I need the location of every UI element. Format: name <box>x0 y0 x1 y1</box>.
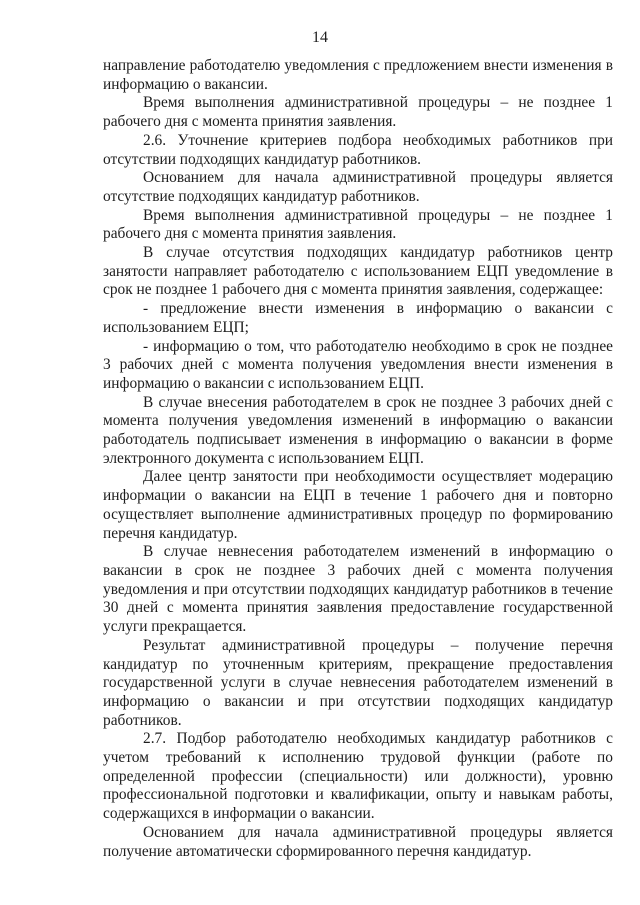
paragraph: - информацию о том, что работодателю необходимо в срок не позднее 3 рабочих дней с момента получения уведомления внести изменения в информацию о вакансии с использованием ЕЦП. <box>103 337 613 392</box>
paragraph: 2.6. Уточнение критериев подбора необходимых работников при отсутствии подходящих кандидатур работников. <box>103 131 613 168</box>
paragraph: 2.7. Подбор работодателю необходимых кандидатур работников с учетом требований к исполнению трудовой функции (работе по определенной профессии (специальности) или должности), уровню профессиональной подготовки и квалификации, опыту и навыкам работы, содержащихся в информации о вакансии. <box>103 730 613 823</box>
paragraph: Основанием для начала административной процедуры является получение автоматически сформированного перечня кандидатур. <box>103 823 613 860</box>
paragraph: В случае отсутствия подходящих кандидатур работников центр занятости направляет работодателю с использованием ЕЦП уведомление в срок не позднее 1 рабочего дня с момента принятия заявления, содержащее: <box>103 244 613 299</box>
paragraph: направление работодателю уведомления с предложением внести изменения в информацию о вакансии. <box>103 57 613 93</box>
page-number: 14 <box>312 29 328 46</box>
document-body <box>103 57 613 861</box>
paragraph: В случае внесения работодателем в срок не позднее 3 рабочих дней с момента получения уведомления изменений в информацию о вакансии работодатель подписывает изменения в информацию о вакансии в форме электронного документа с использованием ЕЦП. <box>103 393 613 467</box>
paragraph: Далее центр занятости при необходимости осуществляет модерацию информации о вакансии на ЕЦП в течение 1 рабочего дня и повторно осуществляет выполнение административных процедур по формированию перечня кандидатур. <box>103 468 613 542</box>
paragraph: - предложение внести изменения в информацию о вакансии с использованием ЕЦП; <box>103 300 613 336</box>
paragraph: Время выполнения административной процедуры – не позднее 1 рабочего дня с момента принятия заявления. <box>103 94 613 131</box>
paragraph: Время выполнения административной процедуры – не позднее 1 рабочего дня с момента принятия заявления. <box>103 206 613 243</box>
paragraph: Основанием для начала административной процедуры является отсутствие подходящих кандидатур работников. <box>103 169 613 205</box>
paragraph: В случае невнесения работодателем изменений в информацию о вакансии в срок не позднее 3 рабочих дней с момента получения уведомления и при отсутствии подходящих кандидатур работников в течение 30 дней с момента принятия заявления предоставление государственной услуги прекращается. <box>103 543 613 636</box>
paragraph: Результат административной процедуры – получение перечня кандидатур по уточненным критериям, прекращение предоставления государственной услуги в случае невнесения работодателем изменений в информацию о вакансии и при отсутствии подходящих кандидатур работников. <box>103 636 613 729</box>
